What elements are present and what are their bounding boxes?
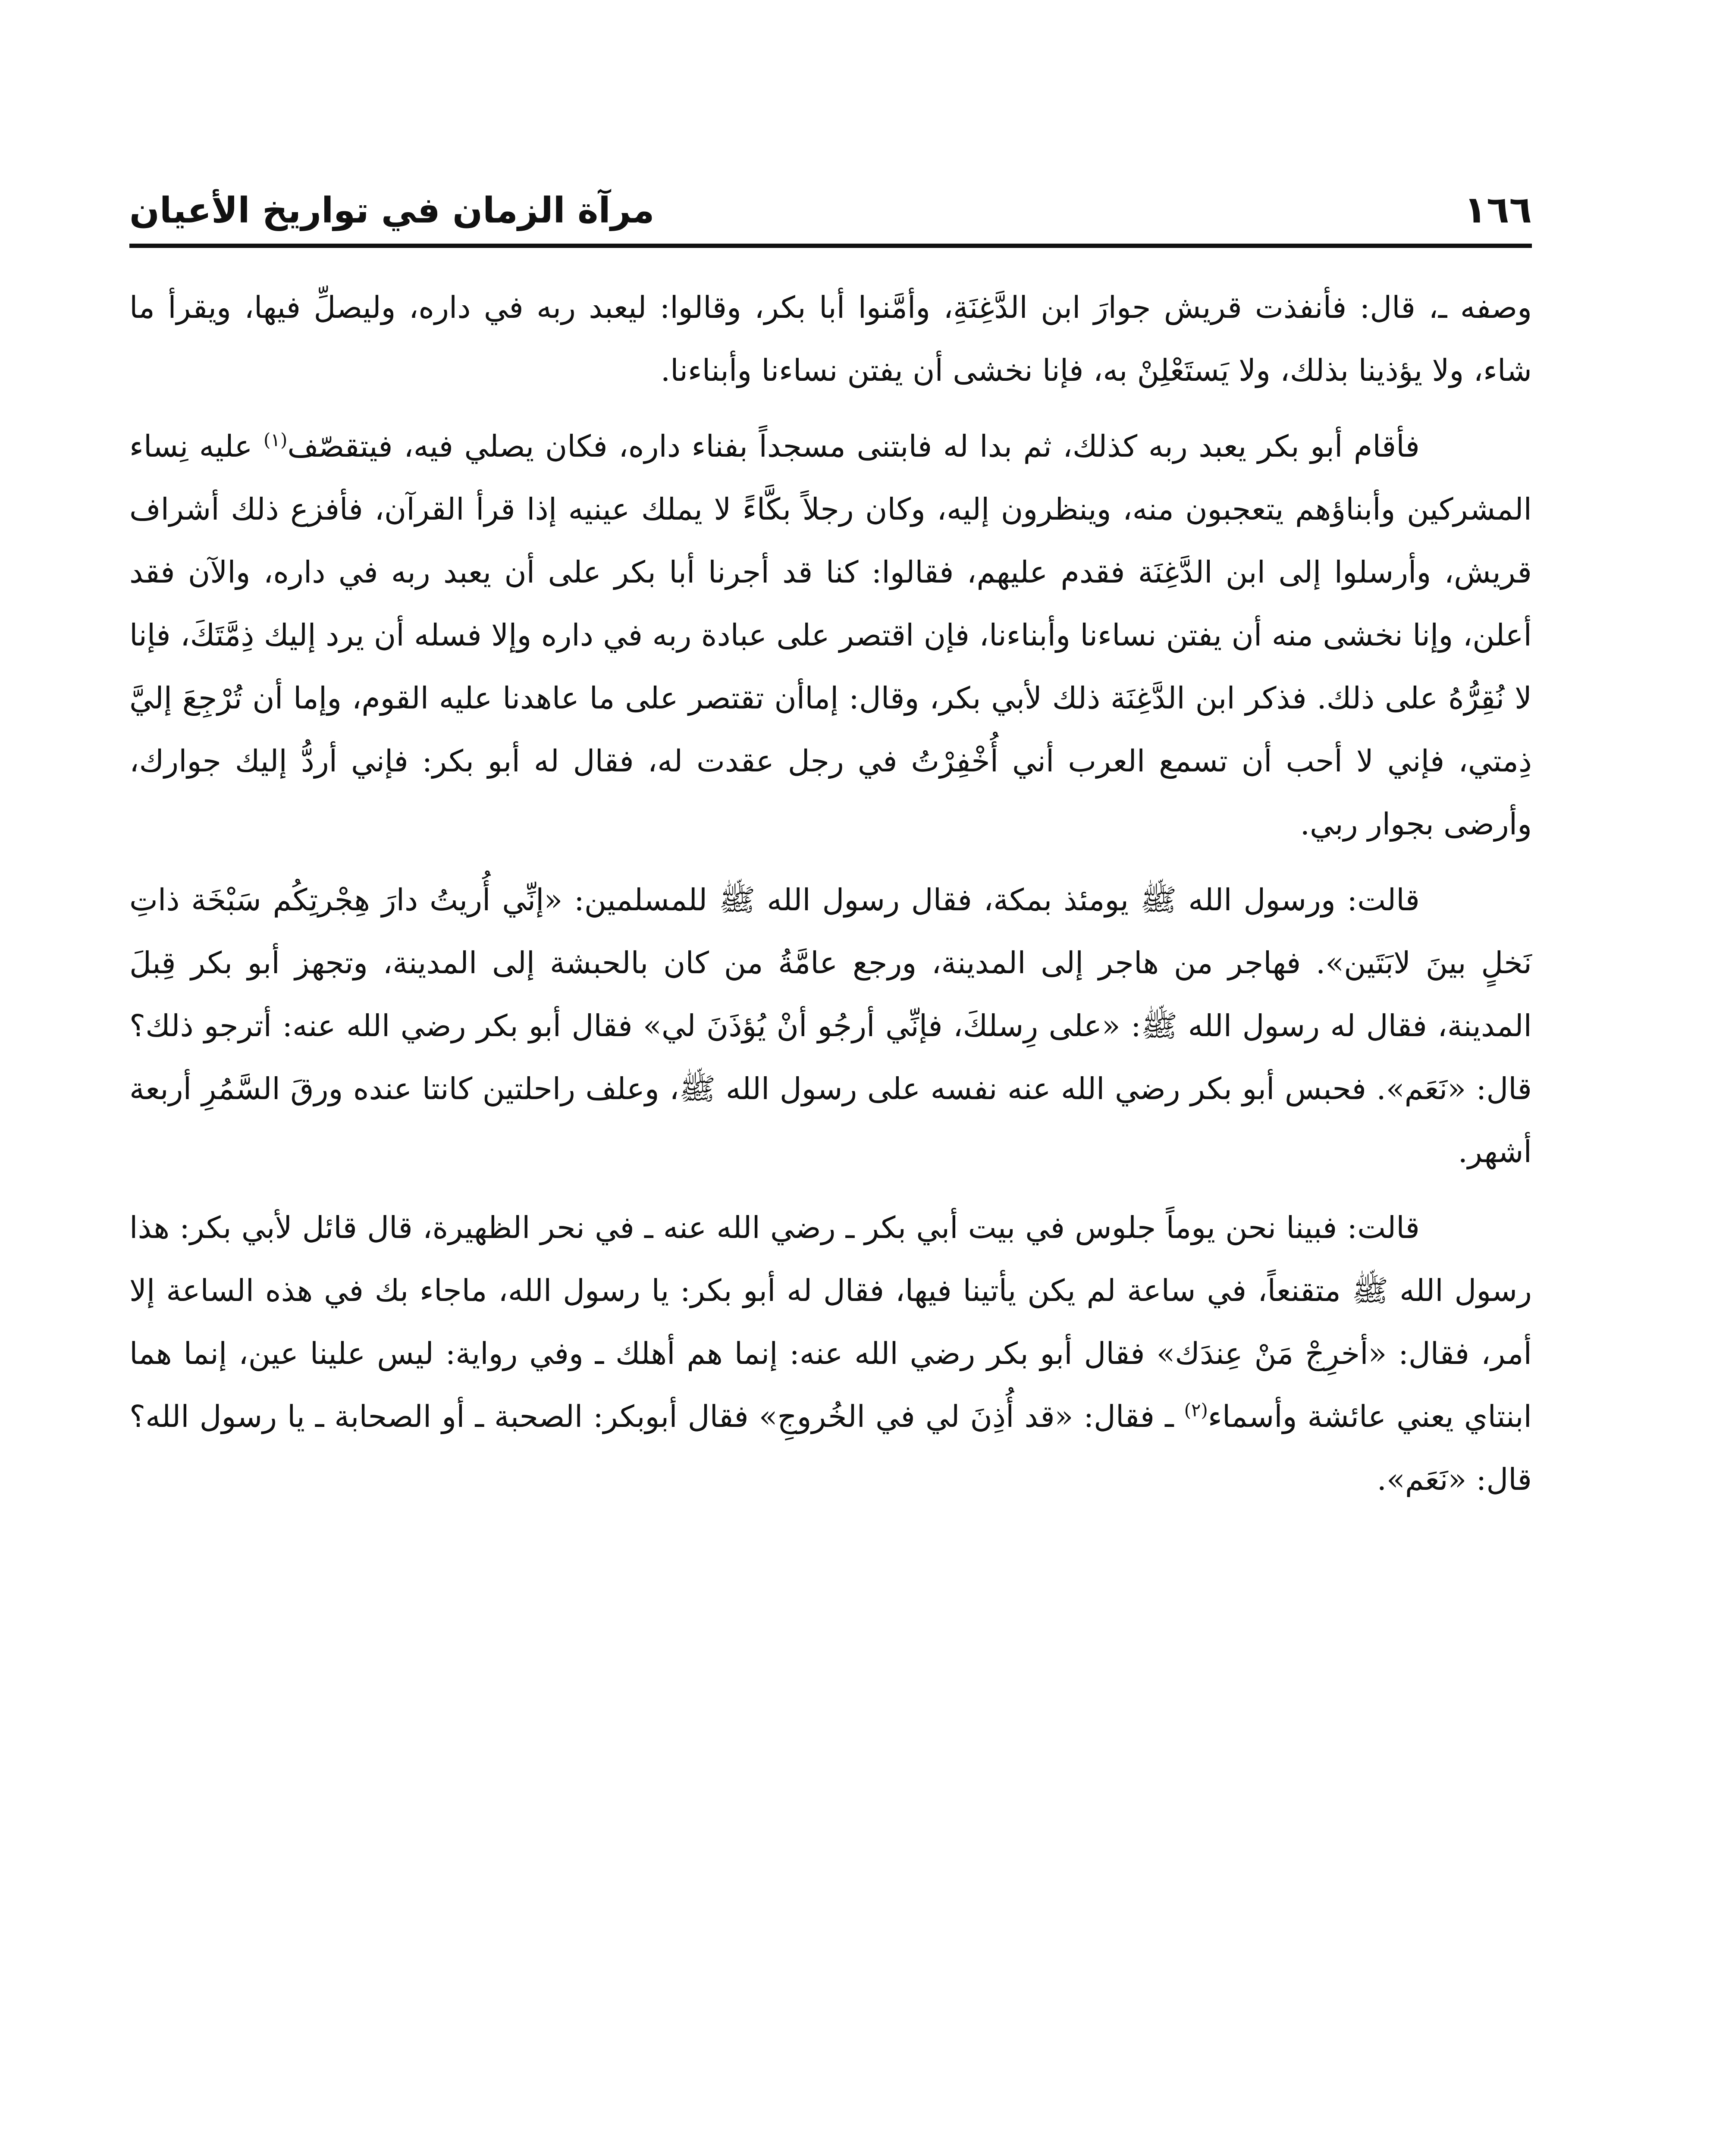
paragraph-3: قالت: ورسول الله ﷺ يومئذ بمكة، فقال رسول الله ﷺ للمسلمين: «إنِّي أُريتُ دارَ هِجْرتِكُم سَبْخَة ذاتِ نَخلٍ بينَ لابَتَين». فهاجر من هاجر إلى المدينة، ورجع عامَّةُ من كان بالحبشة إلى المدينة، وتجهز أبو بكر قِبلَ المدينة، فقال له رسول الله ﷺ: «على رِسلكَ، فإنِّي أرجُو أنْ يُؤذَنَ لي» فقال أبو بكر رضي الله عنه: أترجو ذلك؟ قال: «نَعَم». فحبس أبو بكر رضي الله عنه نفسه على رسول الله ﷺ، وعلف راحلتين كانتا عنده ورقَ السَّمُرِ أربعة أشهر. <box>129 882 1532 1169</box>
paragraph-1: وصفه ـ، قال: فأنفذت قريش جوارَ ابن الدَّغِنَةِ، وأمَّنوا أبا بكر، وقالوا: ليعبد ربه في داره، وليصلِّ فيها، ويقرأ ما شاء، ولا يؤذينا بذلك، ولا يَستَعْلِنْ به، فإنا نخشى أن يفتن نساءنا وأبناءنا. <box>129 290 1532 388</box>
footnote-ref-1: (١) <box>263 429 288 451</box>
page-header <box>129 164 1532 232</box>
page-number: ١٦٦ <box>1464 188 1532 232</box>
paragraph-2: فأقام أبو بكر يعبد ربه كذلك، ثم بدا له فابتنى مسجداً بفناء داره، فكان يصلي فيه، فيتقصّف$^{(١)}$ عليه نِساء المشركين وأبناؤهم يتعجبون منه، وينظرون إليه، وكان رجلاً بكَّاءً لا يملك عينيه إذا قرأ القرآن، فأفزع ذلك أشراف قريش، وأرسلوا إلى ابن الدَّغِنَة فقدم عليهم، فقالوا: كنا قد أجرنا أبا بكر على أن يعبد ربه في داره، والآن فقد أعلن، وإنا نخشى منه أن يفتن نساءنا وأبناءنا، فإن اقتصر على عبادة ربه في داره وإلا فسله أن يرد إليك ذِمَّتَكَ، فإنا لا نُقِرُّهُ على ذلك. فذكر ابن الدَّغِنَة ذلك لأبي بكر، وقال: إماأن تقتصر على ما عاهدنا عليه القوم، وإما أن تُرْجِعَ إليَّ ذِمتي، فإني لا أحب أن تسمع العرب أني أُخْفِرْتُ في رجل عقدت له، فقال له أبو بكر: فإني أردُّ إليك جوارك، وأرضى بجوار ربي. <box>129 429 1532 842</box>
running-title: مرآة الزمان في تواريخ الأعيان <box>129 190 655 231</box>
paragraph-4: قالت: فبينا نحن يوماً جلوس في بيت أبي بكر ـ رضي الله عنه ـ في نحر الظهيرة، قال قائل لأبي بكر: هذا رسول الله ﷺ متقنعاً، في ساعة لم يكن يأتينا فيها، فقال له أبو بكر: يا رسول الله، ماجاء بك في هذه الساعة إلا أمر، فقال: «أخرِجْ مَنْ عِندَك» فقال أبو بكر رضي الله عنه: إنما هم أهلك ـ وفي رواية: ليس علينا عين، إنما هما ابنتاي يعني عائشة وأسماء$^{(٢)}$ ـ فقال: «قد أُذِنَ لي في الخُروجِ» فقال أبوبكر: الصحبة ـ أو الصحابة ـ يا رسول الله؟ قال: «نَعَم». <box>129 1210 1532 1497</box>
main-text <box>129 276 1532 1524</box>
header-divider <box>129 244 1532 248</box>
footnote-ref-2: (٢) <box>1184 1399 1208 1421</box>
